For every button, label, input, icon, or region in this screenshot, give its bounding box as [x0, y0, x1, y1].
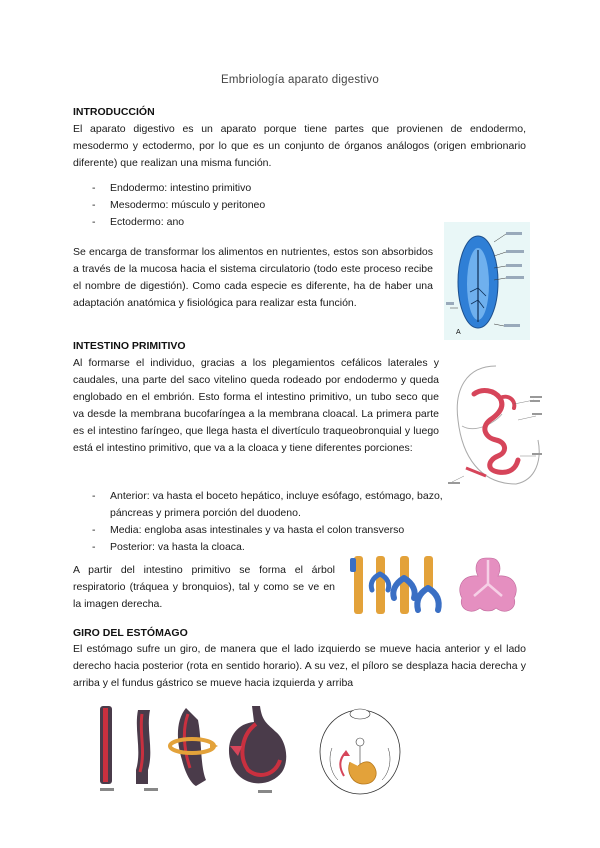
intestino-paragraph: Al formarse el individuo, gracias a los plegamientos cefálicos laterales y caudales, una parte del saco vitelino queda rodeado por endodermo y queda englobado en el embrión. Esto forma el intestino primitivo, un tubo seco que va desde la membrana bucofaríngea a la membrana cloacal. La primera parte es el intestino faríngeo, que llega hasta el divertículo traqueobronquial y luego está el intestino primitivo, que va a la cloaca y tiene diferentes porciones: [73, 357, 439, 454]
list-item: - Ectodermo: ano [92, 216, 185, 228]
primitive-gut-illustration [446, 360, 544, 490]
list-item: - Mesodermo: músculo y peritoneo [92, 199, 266, 211]
stomach-cross-section-illustration [314, 700, 406, 798]
giro-paragraph: El estómago sufre un giro, de manera que el lado izquierdo se mueve hacia anterior y el lado derecho hacia posterior (rota en sentido horario). A su vez, el píloro se desplaza hacia derecha y arriba y el fundus gástrico se mueve hacia izquierda y arriba [73, 643, 526, 689]
intro-heading: INTRODUCCIÓN [73, 106, 155, 118]
figure-label: A [456, 329, 461, 336]
gut-portion-list [92, 488, 470, 556]
germ-layer-list [92, 180, 410, 231]
stomach-cross-section-figure [314, 700, 406, 798]
respiratory-tree-figure [346, 554, 530, 616]
digestion-paragraph: Se encarga de transformar los alimentos en nutrientes, estos son absorbidos a través de la mucosa hacia el sistema circulatorio (todo este proceso recibe el nombre de digestión). Como cada especie es diferente, ha de haber una adaptación anatómica y fisiológica para realizar esta función. [73, 246, 433, 309]
list-item: - Anterior: va hasta el boceto hepático, incluye esófago, estómago, bazo, páncreas y primera porción del duodeno. [92, 490, 443, 519]
page-title: Embriología aparato digestivo [221, 74, 379, 86]
list-item: - Posterior: va hasta la cloaca. [92, 541, 245, 553]
intro-paragraph: El aparato digestivo es un aparato porque tiene partes que provienen de endodermo, mesodermo y ectodermo, por lo que es un conjunto de órganos análogos (origen embrionario diferente) que realizan una misma función. [73, 123, 526, 169]
stomach-rotation-figure [92, 700, 302, 798]
respiratory-tree-illustration [346, 554, 530, 616]
list-item: - Endodermo: intestino primitivo [92, 182, 252, 194]
embryo-figure [444, 222, 530, 340]
intestino-heading: INTESTINO PRIMITIVO [73, 340, 186, 352]
giro-heading: GIRO DEL ESTÓMAGO [73, 627, 188, 639]
stomach-rotation-illustration [92, 700, 302, 798]
respiratory-paragraph: A partir del intestino primitivo se forma el árbol respiratorio (tráquea y bronquios), tal y como se ve en la imagen derecha. [73, 564, 335, 610]
embryo-illustration [444, 222, 530, 340]
primitive-gut-figure [446, 360, 544, 490]
list-item: - Media: engloba asas intestinales y va hasta el colon transverso [92, 524, 405, 536]
